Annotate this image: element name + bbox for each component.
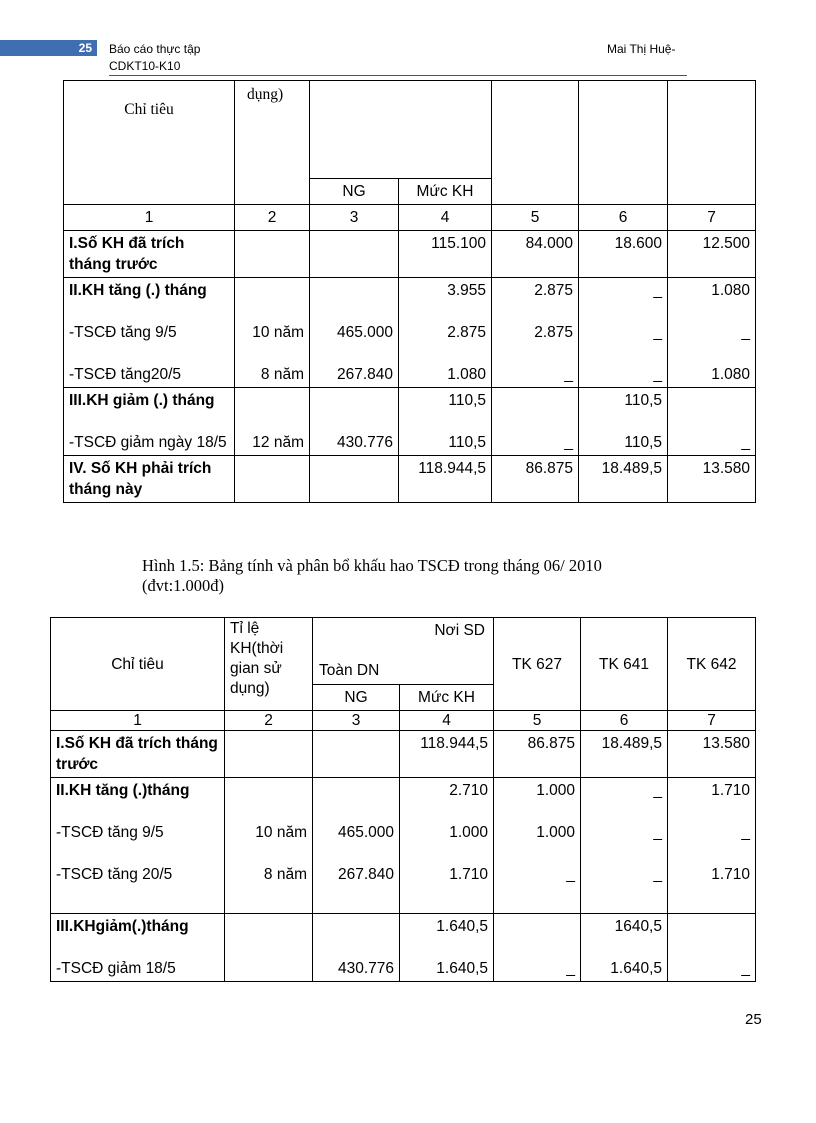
t1-r4-c5: 86.875: [492, 456, 579, 503]
t2-r1-c4: 118.944,5: [400, 731, 494, 778]
t1-r2-s1-c5: 2.875: [534, 324, 573, 341]
t2-r2-s2-c7: 1.710: [711, 866, 750, 883]
t1-r1-c7: 12.500: [668, 231, 756, 278]
t1-r2-s2-c3: 267.840: [336, 366, 393, 383]
table-row: [64, 278, 756, 388]
t2-r2-s2-c6: _: [653, 866, 662, 883]
t1-r4-c7: 13.580: [668, 456, 756, 503]
t2-r2-s1-c7: _: [741, 824, 750, 841]
t1-colnum-2: 2: [235, 205, 310, 231]
t1-head-toan-dn: [310, 81, 492, 179]
t1-r3-s1-c3: 430.776: [336, 434, 393, 451]
t1-head-tk641: [579, 81, 668, 205]
t1-r2-s2-c6: _: [653, 366, 662, 383]
t2-r2-s2-c5: _: [566, 866, 575, 883]
t2-colnum-3: 3: [313, 711, 400, 731]
t2-r3-c4: 1.640,5: [436, 918, 488, 935]
t2-colnum-7: 7: [668, 711, 756, 731]
t2-r2-s2-c2: 8 năm: [263, 866, 307, 883]
figure-caption: [142, 556, 602, 596]
t1-r2-s1-label: -TSCĐ tăng 9/5: [69, 324, 177, 341]
t1-r4-c6: 18.489,5: [579, 456, 668, 503]
t2-r3-s1-c6: 1.640,5: [610, 960, 662, 977]
t2-r2-s1-c5: 1.000: [536, 824, 575, 841]
t2-r3-s1-c3: 430.776: [337, 960, 394, 977]
t1-r1-c4: 115.100: [399, 231, 492, 278]
t2-r2-c5: 1.000: [536, 782, 575, 799]
table-row: [51, 914, 756, 982]
t1-colnum-7: 7: [668, 205, 756, 231]
t2-colnum-5: 5: [494, 711, 581, 731]
t1-r3-s1-c2: 12 năm: [252, 434, 304, 451]
t2-head-muc-kh: Mức KH: [400, 685, 494, 711]
t2-r2-s1-c6: _: [653, 824, 662, 841]
t1-r3-s1-label: -TSCĐ giảm ngày 18/5: [69, 434, 227, 451]
header-rule: [109, 75, 687, 76]
t1-colnum-3: 3: [310, 205, 399, 231]
t2-r1-c6: 18.489,5: [581, 731, 668, 778]
t2-r2-s2-c4: 1.710: [449, 866, 488, 883]
t1-r2-s1-c7: _: [741, 324, 750, 341]
t1-colnum-5: 5: [492, 205, 579, 231]
header-author: Mai Thị Huệ-: [607, 42, 676, 56]
t2-colnum-2: 2: [225, 711, 313, 731]
t2-head-toan-dn: Toàn DN: [319, 662, 380, 679]
t1-r3-s1-c7: _: [741, 434, 750, 451]
t1-r2-s1-c4: 2.875: [447, 324, 486, 341]
t1-r2-c7: 1.080: [711, 282, 750, 299]
t2-head-chi-tieu: Chỉ tiêu: [51, 618, 225, 711]
depreciation-table-may: [63, 80, 756, 503]
t1-head-ti-le: dụng): [235, 81, 310, 205]
t1-r4-label: IV. Số KH phải trích tháng này: [64, 456, 235, 503]
t2-r2-s1-c4: 1.000: [449, 824, 488, 841]
header-title: Báo cáo thực tập: [109, 42, 201, 56]
t2-head-tk642: TK 642: [668, 618, 756, 711]
page-number: 25: [745, 1011, 762, 1028]
t1-r3-c6: 110,5: [624, 392, 662, 409]
t2-colnum-1: 1: [51, 711, 225, 731]
t2-r2-s2-c3: 267.840: [337, 866, 394, 883]
t1-r1-c5: 84.000: [492, 231, 579, 278]
table-row: [51, 778, 756, 914]
t1-colnum-1: 1: [64, 205, 235, 231]
t1-colnum-6: 6: [579, 205, 668, 231]
depreciation-table-june: [50, 617, 756, 982]
t1-r2-label: II.KH tăng (.) tháng: [69, 282, 207, 299]
t1-r2-c4: 3.955: [447, 282, 486, 299]
table-row: [64, 388, 756, 456]
t1-r2-s2-label: -TSCĐ tăng20/5: [69, 366, 181, 383]
t2-r1-label: I.Số KH đã trích tháng trước: [51, 731, 225, 778]
t2-r2-label: II.KH tăng (.)tháng: [56, 782, 190, 799]
t1-colnum-4: 4: [399, 205, 492, 231]
t2-r2-c4: 2.710: [449, 782, 488, 799]
t2-r1-c5: 86.875: [494, 731, 581, 778]
t1-head-tk627: [492, 81, 579, 205]
t1-r2-c5: 2.875: [534, 282, 573, 299]
t2-r2-s1-c3: 465.000: [337, 824, 394, 841]
t1-head-muc-kh: Mức KH: [399, 179, 492, 205]
t1-r1-c6: 18.600: [579, 231, 668, 278]
t2-r1-c7: 13.580: [668, 731, 756, 778]
t2-r2-s1-label: -TSCĐ tăng 9/5: [56, 824, 164, 841]
header-page-badge: 25: [78, 41, 92, 55]
t2-r2-c7: 1.710: [711, 782, 750, 799]
t2-r3-c6: 1640,5: [614, 918, 662, 935]
t2-head-ng: NG: [313, 685, 400, 711]
table-row: [64, 231, 756, 278]
t1-r2-s2-c2: 8 năm: [260, 366, 304, 383]
t1-head-ng: NG: [310, 179, 399, 205]
t2-head-tk627: TK 627: [494, 618, 581, 711]
t2-r2-c6: _: [653, 782, 662, 799]
t1-r3-s1-c4: 110,5: [448, 434, 486, 451]
t2-head-ti-le: Tỉ lệ KH(thời gian sử dụng): [225, 618, 313, 711]
t1-r1-label: I.Số KH đã trích tháng trước: [64, 231, 235, 278]
t1-r2-s2-c4: 1.080: [447, 366, 486, 383]
header-class-code: CDKT10-K10: [109, 59, 181, 73]
t1-r2-s2-c7: 1.080: [711, 366, 750, 383]
t2-head-tk641: TK 641: [581, 618, 668, 711]
t1-r2-c6: _: [653, 282, 662, 299]
t1-r3-c4: 110,5: [448, 392, 486, 409]
t2-head-noi-sd: Nơi SD: [434, 622, 485, 639]
t2-colnum-4: 4: [400, 711, 494, 731]
caption-unit: (đvt:1.000đ): [142, 576, 225, 595]
t2-r3-s1-c7: _: [741, 960, 750, 977]
t1-r3-label: III.KH giảm (.) tháng: [69, 392, 215, 409]
t1-r2-s1-c6: _: [653, 324, 662, 341]
t2-r3-s1-c4: 1.640,5: [436, 960, 488, 977]
table-row: [51, 731, 756, 778]
caption-title: Hình 1.5: Bảng tính và phân bổ khấu hao TSCĐ trong tháng 06/ 2010: [142, 556, 602, 575]
t2-r2-s2-label: -TSCĐ tăng 20/5: [56, 866, 173, 883]
t1-r2-s2-c5: _: [564, 366, 573, 383]
t2-r3-s1-label: -TSCĐ giảm 18/5: [56, 960, 176, 977]
t1-r3-s1-c6: 110,5: [624, 434, 662, 451]
table-row: [64, 456, 756, 503]
t2-colnum-6: 6: [581, 711, 668, 731]
t1-r4-c4: 118.944,5: [399, 456, 492, 503]
t1-head-chi-tieu: Chỉ tiêu: [64, 81, 235, 205]
t1-r2-s1-c3: 465.000: [336, 324, 393, 341]
t1-r3-s1-c5: _: [564, 434, 573, 451]
t2-r3-label: III.KHgiảm(.)tháng: [56, 918, 189, 935]
t2-r2-s1-c2: 10 năm: [255, 824, 307, 841]
t1-r2-s1-c2: 10 năm: [252, 324, 304, 341]
t1-head-tk642: [668, 81, 756, 205]
t2-r3-s1-c5: _: [566, 960, 575, 977]
